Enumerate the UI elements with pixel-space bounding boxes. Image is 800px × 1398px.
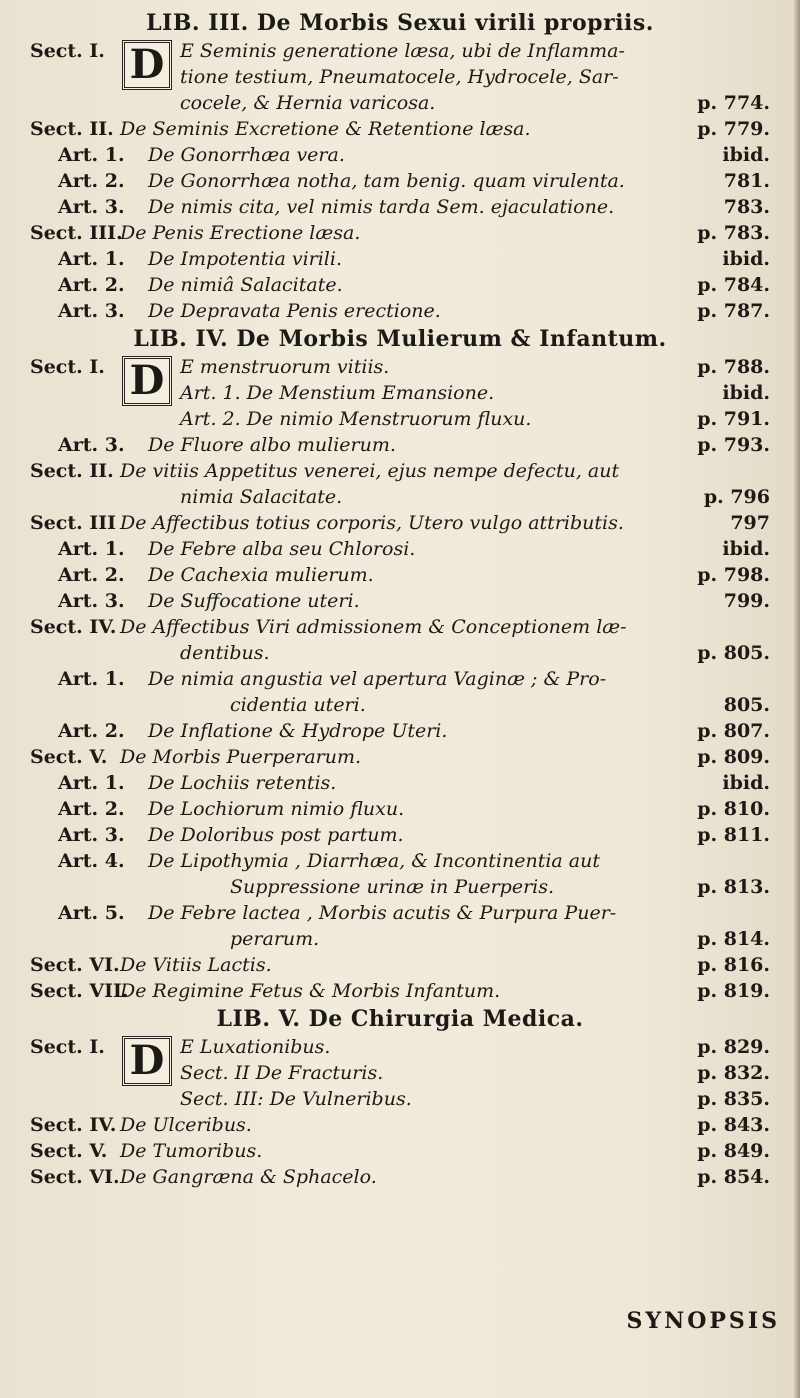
page-number: 781. bbox=[723, 170, 770, 192]
entry-label: Sect. VI. bbox=[30, 954, 120, 976]
toc-entry bbox=[30, 744, 770, 770]
toc-entry bbox=[30, 952, 770, 978]
entry-title: De nimiâ Salacitate. bbox=[148, 274, 343, 296]
drop-cap: D bbox=[122, 356, 172, 406]
toc-entry bbox=[30, 1060, 770, 1086]
entry-title: Sect. III: De Vulneribus. bbox=[180, 1088, 412, 1110]
entry-title: De Lochiis retentis. bbox=[148, 772, 337, 794]
entry-title: De Gangræna & Sphacelo. bbox=[120, 1166, 377, 1188]
page-number: ibid. bbox=[722, 144, 770, 166]
entry-label: Sect. VI. bbox=[30, 1166, 120, 1188]
page-number: p. 774. bbox=[697, 92, 770, 114]
entry-title: De vitiis Appetitus venerei, ejus nempe defectu, aut bbox=[120, 460, 620, 482]
page-number: p. 783. bbox=[697, 222, 770, 244]
heading-text: LIB. V. De Chirurgia Medica. bbox=[216, 1006, 584, 1032]
toc-entry bbox=[30, 1112, 770, 1138]
toc-entry bbox=[30, 978, 770, 1004]
entry-title: De Lochiorum nimio fluxu. bbox=[148, 798, 405, 820]
entry-label: Art. 1. bbox=[58, 248, 125, 270]
page-number: 783. bbox=[723, 196, 770, 218]
toc-entry bbox=[30, 1164, 770, 1190]
entry-title: Suppressione urinæ in Puerperis. bbox=[230, 876, 555, 898]
page-edge bbox=[794, 0, 800, 1398]
page-number: p. 807. bbox=[697, 720, 770, 742]
toc-entry bbox=[30, 718, 770, 744]
entry-title: E Seminis generatione læsa, ubi de Inflamma- bbox=[180, 40, 625, 62]
page-number: p. 787. bbox=[697, 300, 770, 322]
entry-label: Art. 1. bbox=[58, 538, 125, 560]
entry-label: Art. 1. bbox=[58, 772, 125, 794]
page-number: p. 835. bbox=[697, 1088, 770, 1110]
entry-label: Art. 4. bbox=[58, 850, 125, 872]
toc-entry bbox=[30, 640, 770, 666]
entry-title: De Depravata Penis erectione. bbox=[148, 300, 441, 322]
entry-label: Art. 3. bbox=[58, 590, 125, 612]
page-number: p. 813. bbox=[697, 876, 770, 898]
toc-entry bbox=[30, 692, 770, 718]
toc-entry bbox=[30, 298, 770, 324]
entry-label: Art. 3. bbox=[58, 196, 125, 218]
entry-title: De Vitiis Lactis. bbox=[120, 954, 272, 976]
entry-label: Sect. III. bbox=[30, 222, 123, 244]
entry-label: Art. 2. bbox=[58, 274, 125, 296]
entry-label: Sect. VII. bbox=[30, 980, 129, 1002]
entry-title: De Suffocatione uteri. bbox=[148, 590, 360, 612]
page-number: p. 849. bbox=[697, 1140, 770, 1162]
toc-entry bbox=[30, 168, 770, 194]
entry-title: nimia Salacitate. bbox=[180, 486, 343, 508]
book-heading bbox=[30, 324, 770, 354]
entry-title: tione testium, Pneumatocele, Hydrocele, Sar- bbox=[180, 66, 619, 88]
entry-title: De nimis cita, vel nimis tarda Sem. ejaculatione. bbox=[148, 196, 615, 218]
page-number: p. 810. bbox=[697, 798, 770, 820]
toc-entry bbox=[30, 406, 770, 432]
page-number: p. 793. bbox=[697, 434, 770, 456]
entry-title: De Affectibus Viri admissionem & Conceptionem læ- bbox=[120, 616, 627, 638]
page-number: p. 805. bbox=[697, 642, 770, 664]
entry-label: Art. 2. bbox=[58, 564, 125, 586]
entry-title: De Gonorrhæa vera. bbox=[148, 144, 345, 166]
entry-label: Art. 1. bbox=[58, 144, 125, 166]
entry-label: Art. 3. bbox=[58, 824, 125, 846]
toc-entry bbox=[30, 614, 770, 640]
entry-label: Sect. II. bbox=[30, 118, 114, 140]
drop-cap: D bbox=[122, 1036, 172, 1086]
toc-entry bbox=[30, 432, 770, 458]
page-number: p. 832. bbox=[697, 1062, 770, 1084]
entry-label: Sect. I. bbox=[30, 1036, 105, 1058]
entry-title: E Luxationibus. bbox=[180, 1036, 331, 1058]
entry-label: Art. 1. bbox=[58, 668, 125, 690]
page-number: p. 784. bbox=[697, 274, 770, 296]
entry-label: Sect. V. bbox=[30, 746, 108, 768]
entry-label: Sect. IV. bbox=[30, 616, 117, 638]
entry-title: E menstruorum vitiis. bbox=[180, 356, 390, 378]
toc-entry bbox=[30, 874, 770, 900]
entry-title: Art. 1. De Menstium Emansione. bbox=[180, 382, 495, 404]
entry-title: De Cachexia mulierum. bbox=[148, 564, 374, 586]
entry-label: Art. 2. bbox=[58, 798, 125, 820]
page-number: p. 796 bbox=[703, 486, 770, 508]
toc-entry bbox=[30, 64, 770, 90]
page-number: p. 816. bbox=[697, 954, 770, 976]
page-number: p. 779. bbox=[697, 118, 770, 140]
page-number: p. 843. bbox=[697, 1114, 770, 1136]
toc-entry bbox=[30, 142, 770, 168]
heading-text: LIB. III. De Morbis Sexui virili propriis. bbox=[146, 10, 654, 36]
page-number: p. 809. bbox=[697, 746, 770, 768]
entry-title: perarum. bbox=[230, 928, 320, 950]
toc-entry bbox=[30, 90, 770, 116]
catchword: SYNOPSIS bbox=[626, 1308, 780, 1334]
toc-entry bbox=[30, 1086, 770, 1112]
page-number: p. 798. bbox=[697, 564, 770, 586]
entry-title: De Doloribus post partum. bbox=[148, 824, 404, 846]
entry-title: De nimia angustia vel apertura Vaginæ ; & Pro- bbox=[148, 668, 607, 690]
toc-entry bbox=[30, 194, 770, 220]
toc-entry bbox=[30, 796, 770, 822]
table-of-contents bbox=[30, 8, 770, 1190]
entry-label: Art. 3. bbox=[58, 434, 125, 456]
page-number: 805. bbox=[723, 694, 770, 716]
entry-title: De Affectibus totius corporis, Utero vulgo attributis. bbox=[120, 512, 624, 534]
toc-entry bbox=[30, 380, 770, 406]
page-number: ibid. bbox=[722, 538, 770, 560]
page-number: p. 829. bbox=[697, 1036, 770, 1058]
book-heading bbox=[30, 8, 770, 38]
entry-label: Sect. V. bbox=[30, 1140, 108, 1162]
toc-entry bbox=[30, 770, 770, 796]
entry-label: Art. 2. bbox=[58, 720, 125, 742]
toc-entry bbox=[30, 116, 770, 142]
entry-title: De Seminis Excretione & Retentione læsa. bbox=[120, 118, 531, 140]
toc-entry bbox=[30, 900, 770, 926]
entry-title: cocele, & Hernia varicosa. bbox=[180, 92, 436, 114]
page-number: ibid. bbox=[722, 382, 770, 404]
page-number: p. 791. bbox=[697, 408, 770, 430]
entry-title: Art. 2. De nimio Menstruorum fluxu. bbox=[180, 408, 532, 430]
page-number: p. 788. bbox=[697, 356, 770, 378]
entry-title: De Febre lactea , Morbis acutis & Purpura Puer- bbox=[148, 902, 617, 924]
entry-label: Art. 2. bbox=[58, 170, 125, 192]
toc-entry bbox=[30, 272, 770, 298]
entry-title: De Lipothymia , Diarrhæa, & Incontinentia aut bbox=[148, 850, 600, 872]
page-number: p. 854. bbox=[697, 1166, 770, 1188]
page-number: 797 bbox=[730, 512, 770, 534]
entry-title: De Morbis Puerperarum. bbox=[120, 746, 362, 768]
page-number: p. 814. bbox=[697, 928, 770, 950]
entry-label: Sect. I. bbox=[30, 356, 105, 378]
toc-entry bbox=[30, 246, 770, 272]
toc-entry bbox=[30, 510, 770, 536]
toc-entry bbox=[30, 848, 770, 874]
toc-entry bbox=[30, 562, 770, 588]
drop-cap: D bbox=[122, 40, 172, 90]
entry-title: dentibus. bbox=[180, 642, 270, 664]
entry-label: Sect. IV. bbox=[30, 1114, 117, 1136]
entry-title: De Regimine Fetus & Morbis Infantum. bbox=[120, 980, 501, 1002]
book-heading bbox=[30, 1004, 770, 1034]
entry-title: De Penis Erectione læsa. bbox=[120, 222, 361, 244]
toc-entry bbox=[30, 822, 770, 848]
toc-entry bbox=[30, 484, 770, 510]
entry-label: Sect. III bbox=[30, 512, 117, 534]
entry-title: De Febre alba seu Chlorosi. bbox=[148, 538, 416, 560]
heading-text: LIB. IV. De Morbis Mulierum & Infantum. bbox=[133, 326, 667, 352]
page-number: ibid. bbox=[722, 772, 770, 794]
entry-title: De Ulceribus. bbox=[120, 1114, 252, 1136]
entry-title: Sect. II De Fracturis. bbox=[180, 1062, 384, 1084]
toc-entry bbox=[30, 926, 770, 952]
entry-label: Sect. II. bbox=[30, 460, 114, 482]
toc-entry bbox=[30, 666, 770, 692]
entry-title: De Tumoribus. bbox=[120, 1140, 263, 1162]
entry-title: De Impotentia virili. bbox=[148, 248, 342, 270]
toc-entry bbox=[30, 458, 770, 484]
toc-entry bbox=[30, 536, 770, 562]
entry-title: De Gonorrhæa notha, tam benig. quam virulenta. bbox=[148, 170, 625, 192]
entry-label: Art. 5. bbox=[58, 902, 125, 924]
entry-title: De Inflatione & Hydrope Uteri. bbox=[148, 720, 448, 742]
page-number: 799. bbox=[723, 590, 770, 612]
page-number: p. 819. bbox=[697, 980, 770, 1002]
entry-title: cidentia uteri. bbox=[230, 694, 366, 716]
page-number: p. 811. bbox=[697, 824, 770, 846]
page-number: ibid. bbox=[722, 248, 770, 270]
entry-title: De Fluore albo mulierum. bbox=[148, 434, 396, 456]
entry-label: Art. 3. bbox=[58, 300, 125, 322]
toc-entry bbox=[30, 588, 770, 614]
toc-entry bbox=[30, 220, 770, 246]
toc-entry bbox=[30, 1138, 770, 1164]
entry-label: Sect. I. bbox=[30, 40, 105, 62]
